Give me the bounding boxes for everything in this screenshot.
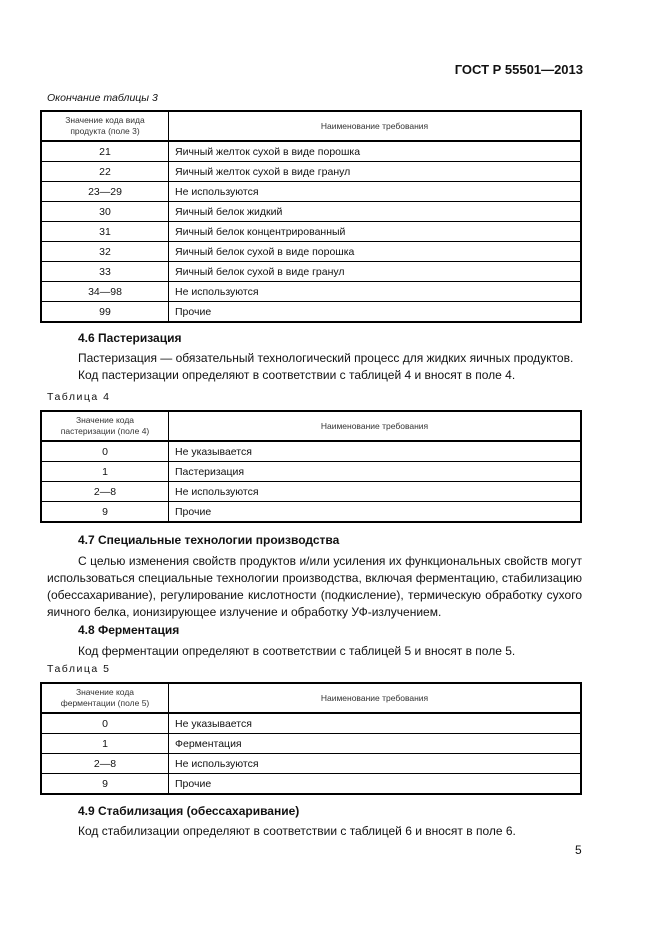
col-header-code: Значение кода пастеризации (поле 4) (41, 411, 169, 441)
code-cell: 23—29 (41, 182, 169, 202)
code-cell: 32 (41, 242, 169, 262)
col-header-name: Наименование требования (169, 683, 582, 713)
table-row (41, 242, 581, 262)
table3-caption: Окончание таблицы 3 (47, 92, 158, 104)
section-4-9-title: 4.9 Стабилизация (обессахаривание) (78, 804, 300, 818)
table-row (41, 754, 581, 774)
table-row (41, 202, 581, 222)
name-cell: Не используются (169, 482, 582, 502)
name-cell: Яичный желток сухой в виде порошка (169, 141, 582, 162)
name-cell: Не используются (169, 754, 582, 774)
table4-caption: Таблица 4 (47, 391, 111, 403)
section-4-6-title: 4.6 Пастеризация (78, 331, 182, 345)
name-cell: Пастеризация (169, 462, 582, 482)
name-cell: Яичный желток сухой в виде гранул (169, 162, 582, 182)
paragraph: С целью изменения свойств продуктов и/или усиления их функциональных свойств могут использоваться специальные технологии производства, включая ферментацию, стабилизацию (обессахаривание), регулирование кислотности (подкисление), термическую обработку сухого яичного белка, ионизирующее излучение и обработку УФ-излучением. (47, 554, 582, 619)
name-cell: Не указывается (169, 713, 582, 734)
section-4-7-text (47, 553, 582, 621)
table4 (40, 410, 582, 523)
document-header: ГОСТ Р 55501—2013 (454, 62, 583, 77)
table-row (41, 502, 581, 523)
table3 (40, 110, 582, 323)
name-cell: Прочие (169, 302, 582, 323)
paragraph: Код пастеризации определяют в соответствии с таблицей 4 и вносят в поле 4. (78, 368, 516, 382)
table-row (41, 774, 581, 795)
name-cell: Прочие (169, 774, 582, 795)
code-cell: 99 (41, 302, 169, 323)
col-header-name: Наименование требования (169, 111, 582, 141)
code-cell: 30 (41, 202, 169, 222)
paragraph: Пастеризация — обязательный технологический процесс для жидких яичных продуктов. (78, 351, 574, 365)
code-cell: 0 (41, 713, 169, 734)
page-number: 5 (575, 843, 582, 857)
code-cell: 2—8 (41, 482, 169, 502)
name-cell: Яичный белок концентрированный (169, 222, 582, 242)
table-row (41, 734, 581, 754)
col-header-code: Значение кода ферментации (поле 5) (41, 683, 169, 713)
col-header-name: Наименование требования (169, 411, 582, 441)
table-row (41, 482, 581, 502)
name-cell: Яичный белок жидкий (169, 202, 582, 222)
code-cell: 9 (41, 502, 169, 523)
table-row (41, 222, 581, 242)
name-cell: Не используются (169, 182, 582, 202)
section-4-8-title: 4.8 Ферментация (78, 623, 180, 637)
code-cell: 1 (41, 462, 169, 482)
name-cell: Не указывается (169, 441, 582, 462)
paragraph: Код стабилизации определяют в соответствии с таблицей 6 и вносят в поле 6. (78, 824, 516, 838)
section-4-9-text (47, 823, 582, 840)
code-cell: 9 (41, 774, 169, 795)
code-cell: 0 (41, 441, 169, 462)
paragraph: Код ферментации определяют в соответствии с таблицей 5 и вносят в поле 5. (78, 644, 516, 658)
name-cell: Не используются (169, 282, 582, 302)
table-row (41, 282, 581, 302)
table-row (41, 713, 581, 734)
section-4-6-text (47, 350, 582, 384)
table-row (41, 141, 581, 162)
name-cell: Яичный белок сухой в виде гранул (169, 262, 582, 282)
table-row (41, 162, 581, 182)
table-row (41, 262, 581, 282)
code-cell: 1 (41, 734, 169, 754)
code-cell: 21 (41, 141, 169, 162)
name-cell: Ферментация (169, 734, 582, 754)
table-row (41, 462, 581, 482)
code-cell: 31 (41, 222, 169, 242)
table5 (40, 682, 582, 795)
section-4-7-title: 4.7 Специальные технологии производства (78, 533, 340, 547)
table-row (41, 441, 581, 462)
code-cell: 2—8 (41, 754, 169, 774)
code-cell: 22 (41, 162, 169, 182)
table-row (41, 182, 581, 202)
section-4-8-text (47, 643, 582, 660)
table5-caption: Таблица 5 (47, 663, 111, 675)
name-cell: Прочие (169, 502, 582, 523)
code-cell: 33 (41, 262, 169, 282)
col-header-code: Значение кода вида продукта (поле 3) (41, 111, 169, 141)
name-cell: Яичный белок сухой в виде порошка (169, 242, 582, 262)
code-cell: 34—98 (41, 282, 169, 302)
table-row (41, 302, 581, 323)
